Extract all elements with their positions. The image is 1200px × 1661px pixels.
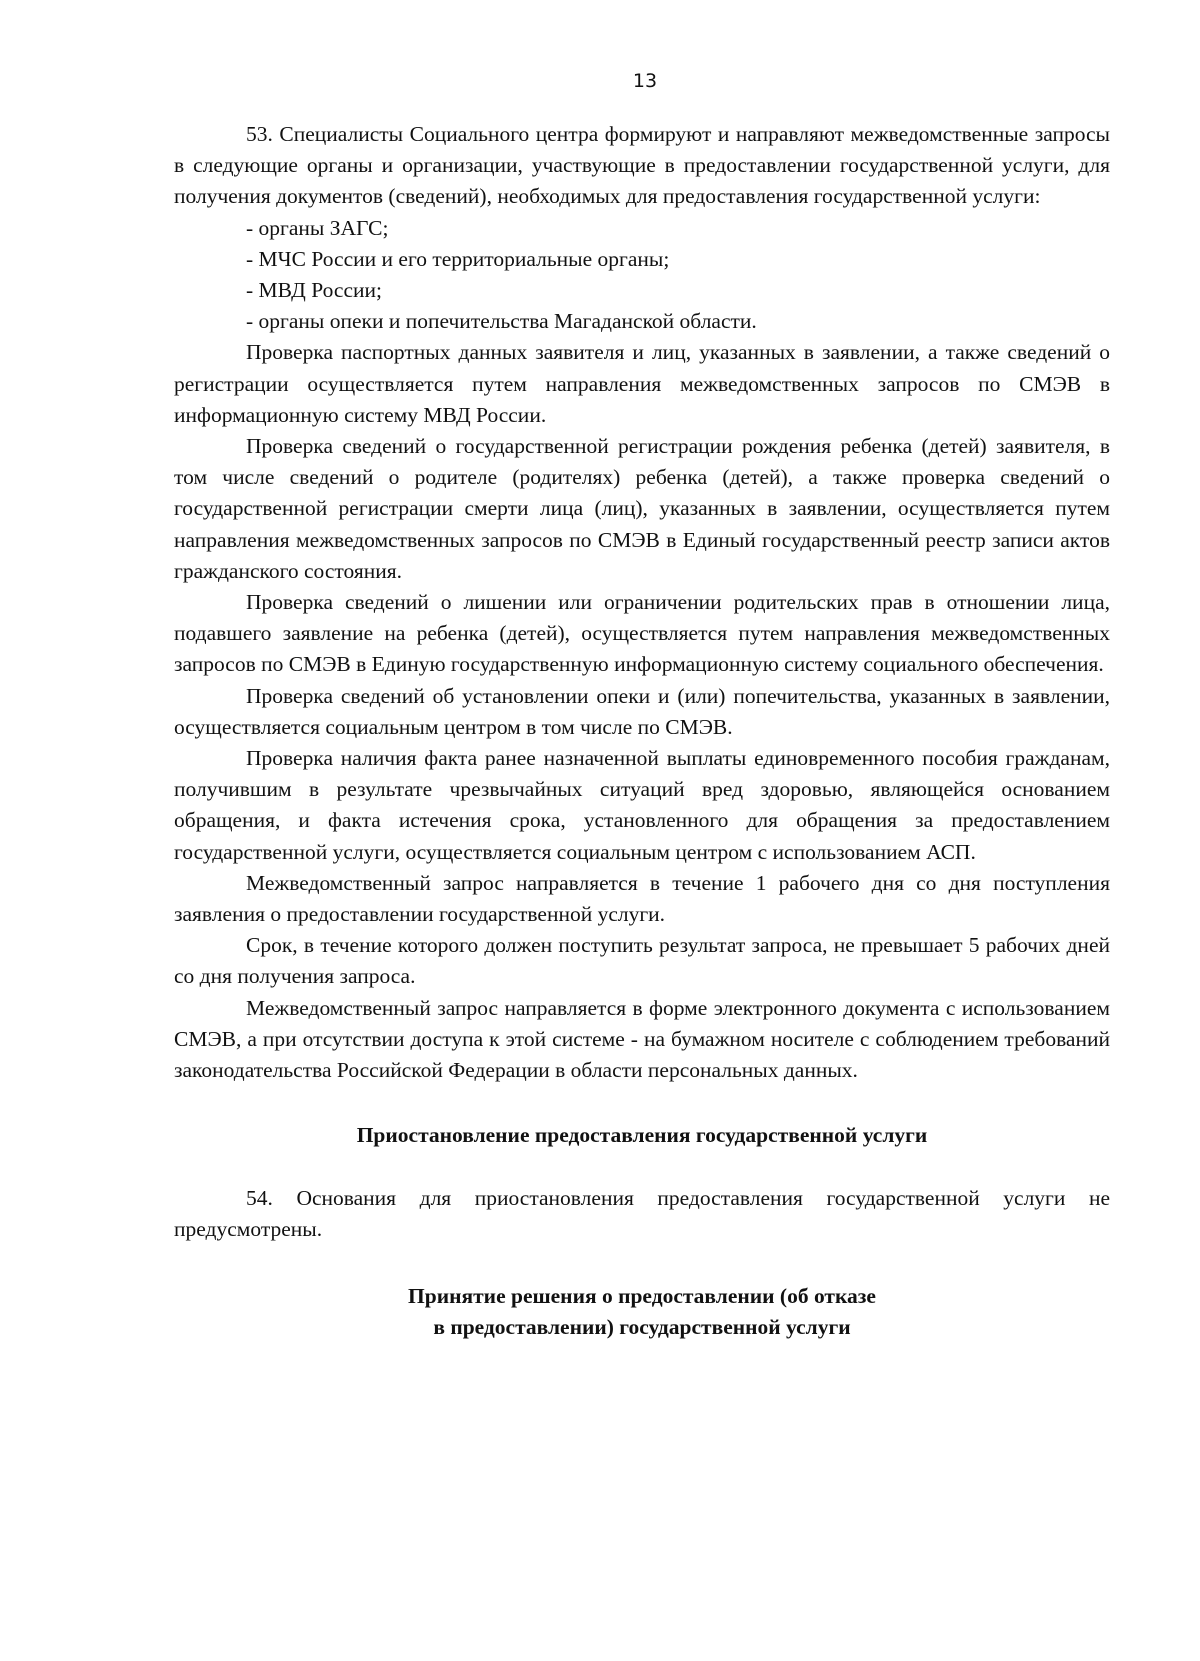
- spacer: [174, 1152, 1110, 1183]
- list-item-zags: - органы ЗАГС;: [246, 215, 389, 240]
- spacer: [174, 1245, 1110, 1281]
- paragraph-parental-rights-check: Проверка сведений о лишении или ограничении родительских прав в отношении лица, подавшего заявление на ребенка (детей), осуществляется путем направления межведомственных запросов по СМЭВ в Единую государственную информационную систему социального обеспечения.: [174, 590, 1110, 677]
- paragraph-53: 53. Специалисты Социального центра формируют и направляют межведомственные запросы в следующие органы и организации, участвующие в предоставлении государственной услуги, для получения документов (сведений), необходимых для предоставления государственной услуги:: [174, 122, 1110, 209]
- list-item-guardianship: - органы опеки и попечительства Магаданской области.: [246, 309, 757, 334]
- paragraph-response-deadline: Срок, в течение которого должен поступить результат запроса, не превышает 5 рабочих дней со дня получения запроса.: [174, 933, 1110, 989]
- document-body: [174, 119, 1110, 1343]
- list-item-mchs: - МЧС России и его территориальные органы;: [246, 246, 670, 271]
- paragraph-passport-check: Проверка паспортных данных заявителя и лиц, указанных в заявлении, а также сведений о регистрации осуществляется путем направления межведомственных запросов по СМЭВ в информационную систему МВД России.: [174, 340, 1110, 427]
- section-heading-decision-line1: Принятие решения о предоставлении (об отказе: [408, 1283, 876, 1308]
- paragraph-benefit-check: Проверка наличия факта ранее назначенной выплаты единовременного пособия гражданам, получившим в результате чрезвычайных ситуаций вред здоровью, являющейся основанием обращения, и факта истечения срока, установленного для обращения за предоставлением государственной услуги, осуществляется социальным центром с использованием АСП.: [174, 746, 1110, 864]
- paragraph-birth-registration-check: Проверка сведений о государственной регистрации рождения ребенка (детей) заявителя, в том числе сведений о родителе (родителях) ребенка (детей), а также проверка сведений о государственной регистрации смерти лица (лиц), указанных в заявлении, осуществляется путем направления межведомственных запросов по СМЭВ в Единый государственный реестр записи актов гражданского состояния.: [174, 434, 1110, 583]
- page-number: 13: [632, 70, 658, 92]
- paragraph-54: 54. Основания для приостановления предоставления государственной услуги не предусмотрены.: [174, 1185, 1110, 1241]
- section-heading-suspension: Приостановление предоставления государственной услуги: [356, 1123, 928, 1148]
- section-heading-decision-line2: в предоставлении) государственной услуги: [433, 1315, 851, 1340]
- paragraph-request-form: Межведомственный запрос направляется в форме электронного документа с использованием СМЭВ, а при отсутствии доступа к этой системе - на бумажном носителе с соблюдением требований законодательства Российской Федерации в области персональных данных.: [174, 995, 1110, 1083]
- paragraph-request-deadline: Межведомственный запрос направляется в течение 1 рабочего дня со дня поступления заявления о предоставлении государственной услуги.: [174, 870, 1110, 927]
- paragraph-guardianship-check: Проверка сведений об установлении опеки и (или) попечительства, указанных в заявлении, осуществляется социальным центром в том числе по СМЭВ.: [174, 683, 1110, 739]
- spacer: [174, 1086, 1110, 1120]
- list-item-mvd: - МВД России;: [246, 278, 382, 303]
